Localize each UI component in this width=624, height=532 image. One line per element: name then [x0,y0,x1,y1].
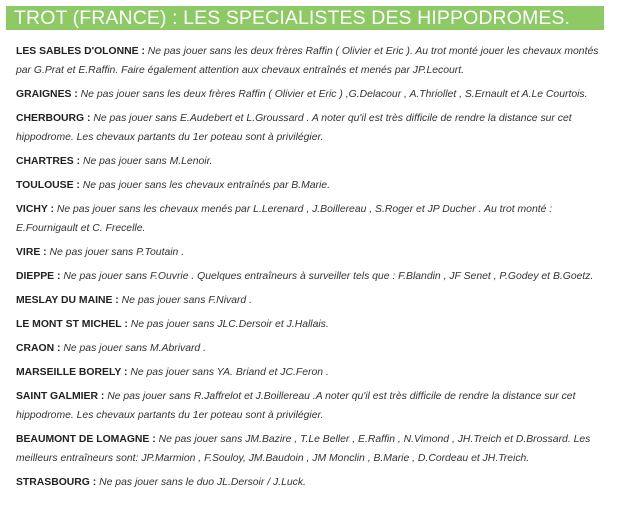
list-item: MARSEILLE BORELY : Ne pas jouer sans YA. Briand et JC.Feron . [16,367,329,378]
hippodrome-name: BEAUMONT DE LOMAGNE [16,434,150,445]
list-item: VICHY : Ne pas jouer sans les chevaux menés par L.Lerenard , J.Boillereau , S.Roger et JP Ducher . Au trot monté : E.Fournigault et C. Frecelle. [16,204,553,234]
hippodrome-name: CHERBOURG [16,113,85,124]
hippodrome-advice: Ne pas jouer sans E.Audebert et L.Groussard . A noter qu'il est très difficile de rendre la distance sur cet hippodrome. Les chevaux partants du 1er poteau sont à privilégier. [16,113,572,143]
list-item: VIRE : Ne pas jouer sans P.Toutain . [16,247,185,258]
hippodrome-advice: Ne pas jouer sans F.Ouvrie . Quelques entraîneurs à surveiller tels que : F.Blandin , JF Senet , P.Godey et B.Goetz. [63,271,594,282]
list-item: LE MONT ST MICHEL : Ne pas jouer sans JLC.Dersoir et J.Hallais. [16,319,329,330]
list-item: SAINT GALMIER : Ne pas jouer sans R.Jaffrelot et J.Boillereau .A noter qu'il est très difficile de rendre la distance sur cet hippodrome. Les chevaux partants du 1er poteau sont à privilégier. [16,391,576,421]
hippodrome-advice: Ne pas jouer sans P.Toutain . [49,247,185,258]
hippodrome-name: DIEPPE [16,271,55,282]
list-item: STRASBOURG : Ne pas jouer sans le duo JL.Dersoir / J.Luck. [16,477,306,488]
hippodrome-name: VICHY [16,204,48,215]
hippodrome-advice: Ne pas jouer sans M.Abrivard . [63,343,206,354]
list-item: DIEPPE : Ne pas jouer sans F.Ouvrie . Quelques entraîneurs à surveiller tels que : F.Blandin , JF Senet , P.Godey et B.Goetz. [16,271,594,282]
list-item: CRAON : Ne pas jouer sans M.Abrivard . [16,343,206,354]
hippodrome-advice: Ne pas jouer sans M.Lenoir. [82,156,213,167]
hippodrome-name: TOULOUSE [16,180,74,191]
hippodrome-advice: Ne pas jouer sans les chevaux entraînés par B.Marie. [82,180,330,191]
hippodrome-advice: Ne pas jouer sans YA. Briand et JC.Feron . [130,367,329,378]
hippodrome-list [6,42,614,492]
hippodrome-advice: Ne pas jouer sans les chevaux menés par L.Lerenard , J.Boillereau , S.Roger et JP Ducher . Au trot monté : E.Fournigault et C. Frecelle. [16,204,553,234]
hippodrome-name: MESLAY DU MAINE [16,295,113,306]
hippodrome-name: STRASBOURG [16,477,90,488]
hippodrome-advice: Ne pas jouer sans les deux frères Raffin ( Olivier et Eric ). Au trot monté jouer les chevaux montés par G.Prat et E.Raffin. Faire également attention aux chevaux entraînés et menés par JP.Lecourt. [16,46,599,76]
hippodrome-name: MARSEILLE BORELY [16,367,122,378]
hippodrome-advice: Ne pas jouer sans R.Jaffrelot et J.Boillereau .A noter qu'il est très difficile de rendre la distance sur cet hippodrome. Les chevaux partants du 1er poteau sont à privilégier. [16,391,576,421]
hippodrome-advice: Ne pas jouer sans le duo JL.Dersoir / J.Luck. [99,477,306,488]
hippodrome-name: GRAIGNES [16,89,72,100]
list-item: LES SABLES D'OLONNE : Ne pas jouer sans les deux frères Raffin ( Olivier et Eric ). Au trot monté jouer les chevaux montés par G.Prat et E.Raffin. Faire également attention aux chevaux entraînés et menés par JP.Lecourt. [16,46,599,76]
hippodrome-name: LE MONT ST MICHEL [16,319,122,330]
hippodrome-advice: Ne pas jouer sans F.Nivard . [121,295,252,306]
list-item: TOULOUSE : Ne pas jouer sans les chevaux entraînés par B.Marie. [16,180,330,191]
hippodrome-name: VIRE [16,247,41,258]
list-item: CHARTRES : Ne pas jouer sans M.Lenoir. [16,156,213,167]
hippodrome-name: CHARTRES [16,156,74,167]
list-item: GRAIGNES : Ne pas jouer sans les deux frères Raffin ( Olivier et Eric ) ,G.Delacour , A.Thriollet , S.Ernault et A.Le Courtois. [16,89,588,100]
hippodrome-name: SAINT GALMIER [16,391,98,402]
list-item: CHERBOURG : Ne pas jouer sans E.Audebert et L.Groussard . A noter qu'il est très difficile de rendre la distance sur cet hippodrome. Les chevaux partants du 1er poteau sont à privilégier. [16,113,572,143]
hippodrome-advice: Ne pas jouer sans les deux frères Raffin ( Olivier et Eric ) ,G.Delacour , A.Thriollet , S.Ernault et A.Le Courtois. [80,89,588,100]
hippodrome-advice: Ne pas jouer sans JM.Bazire , T.Le Beller , E.Raffin , N.Vimond , JH.Treich et D.Brossard. Les meilleurs entraîneurs sont: JP.Marmion , F.Souloy, JM.Baudoin , JM Monclin , B.Marie , D.Cordeau et JH.Treich. [16,434,591,464]
hippodrome-name: LES SABLES D'OLONNE [16,46,139,57]
hippodrome-name: CRAON [16,343,55,354]
list-item: MESLAY DU MAINE : Ne pas jouer sans F.Nivard . [16,295,252,306]
list-item: BEAUMONT DE LOMAGNE : Ne pas jouer sans JM.Bazire , T.Le Beller , E.Raffin , N.Vimond , JH.Treich et D.Brossard. Les meilleurs entraîneurs sont: JP.Marmion , F.Souloy, JM.Baudoin , JM Monclin , B.Marie , D.Cordeau et JH.Treich. [16,434,591,464]
hippodrome-advice: Ne pas jouer sans JLC.Dersoir et J.Hallais. [130,319,329,330]
page-title: TROT (FRANCE) : LES SPECIALISTES DES HIPPODROMES. [6,6,604,30]
